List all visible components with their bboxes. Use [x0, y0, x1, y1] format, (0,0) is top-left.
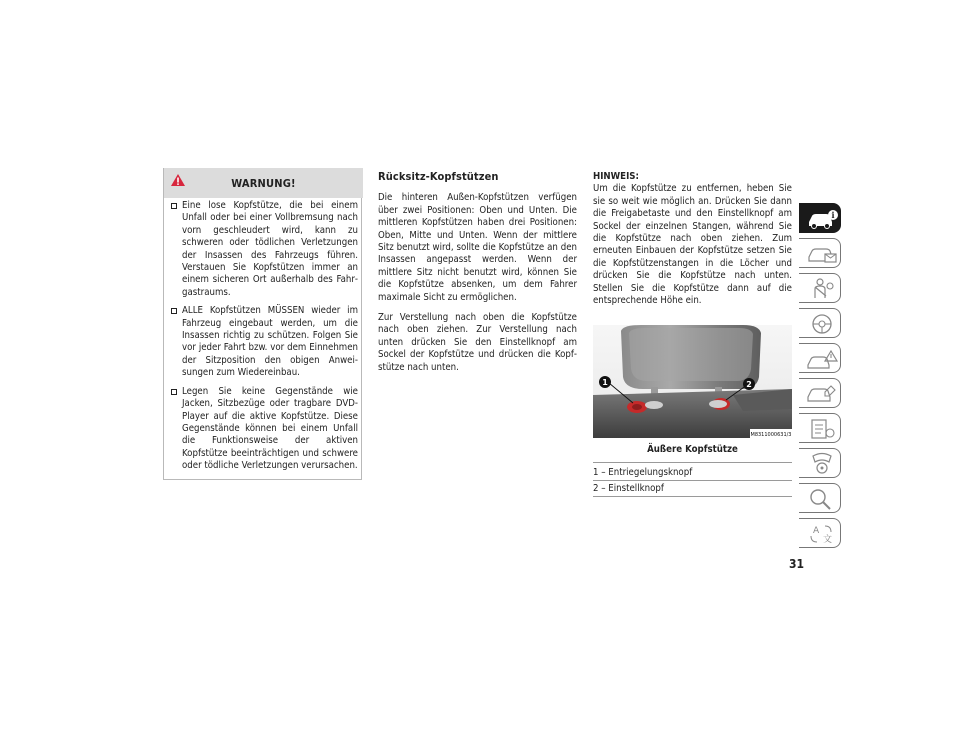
- callout-1-label: 1: [602, 378, 608, 387]
- warning-list: [170, 200, 358, 479]
- steering-wheel-icon: [805, 312, 839, 336]
- checkbox-bullet-icon: [171, 308, 177, 314]
- chapter-tab-language[interactable]: [799, 518, 841, 548]
- warning-item: [170, 305, 358, 379]
- chapter-tab-safety[interactable]: [799, 273, 841, 303]
- callout-2-label: 2: [746, 380, 752, 389]
- section-paragraph-2: Zur Verstellung nach oben die Kopfstütze nach oben ziehen. Zur Verstellung nach unten drücken Sie den Einstellknopf am Sockel der Kopfstütze und drücken die Kopfstütze nach unten.: [378, 312, 577, 373]
- image-code: M8311000631/3: [750, 432, 792, 438]
- svg-text:A: A: [813, 526, 820, 536]
- chapter-tab-car-mail[interactable]: [799, 238, 841, 268]
- chapter-tab-driving[interactable]: [799, 308, 841, 338]
- figure-legend: [593, 462, 792, 497]
- chapter-tab-car-info[interactable]: [799, 203, 841, 233]
- warning-item-text: ALLE Kopfstützen MÜSSEN wieder im Fahrzeug eingebaut werden, um die Insassen richtig zu schützen. Folgen Sie vor jeder Fahrt bzw. vor dem Einnehmen der Sitzposition den obigen Anweisungen zum Wiedereinbau.: [182, 305, 358, 379]
- figure-caption: Äußere Kopfstütze: [647, 444, 738, 455]
- chapter-tab-search[interactable]: [799, 483, 841, 513]
- legend-item-2: 2 – Einstellknopf: [593, 481, 792, 497]
- chapter-tab-specifications[interactable]: [799, 413, 841, 443]
- chapter-tab-multimedia[interactable]: [799, 448, 841, 478]
- warning-header: [164, 168, 363, 198]
- section-paragraph-1: Die hinteren Außen-Kopfstützen verfügen über zwei Positionen: Oben und Unten. Die mittleren Kopfstützen haben drei Positionen: Oben, Mitte und Unten. Wenn der mittlere Sitz benutzt wird, sollte die Kopfstütze an den Insassen angepasst werden. Wenn der mittlere Sitz nicht benutzt wird, können Sie die Kopfstütze absenken, um dem Fahrer maximale Sicht zu ermöglichen.: [378, 192, 577, 303]
- svg-text:文: 文: [823, 535, 833, 545]
- car-service-icon: [805, 382, 839, 406]
- car-mail-icon: [805, 242, 839, 266]
- page-number: 31: [789, 557, 805, 571]
- hint-label: HINWEIS:: [593, 171, 639, 182]
- warning-item-text: Legen Sie keine Gegenstände wie Jacken, Sitzbezüge oder tragbare DVD-Player auf die aktive Kopfstütze. Diese Gegenstände können bei einem Unfall die Funktionsweise der aktiven Kopfstütze beeinträchtigen und schwere oder tödliche Verletzungen verursachen.: [182, 385, 358, 472]
- warning-box: [163, 168, 362, 480]
- seat-belt-icon: [805, 277, 839, 301]
- car-info-icon: [805, 207, 839, 231]
- chapter-tab-service[interactable]: [799, 378, 841, 408]
- rear-headrest-section: [378, 171, 577, 382]
- warning-item: [170, 200, 358, 299]
- language-icon: [805, 522, 839, 546]
- chapter-tab-emergency[interactable]: [799, 343, 841, 373]
- warning-road-icon: [805, 347, 839, 371]
- warning-item: [170, 386, 358, 473]
- warning-title: WARNUNG!: [231, 177, 296, 190]
- search-icon: [805, 487, 839, 511]
- specifications-icon: [805, 417, 839, 441]
- warning-item-text: Eine lose Kopfstütze, die bei einem Unfall oder bei einer Vollbremsung nach vorn geschleudert wird, kann zu schweren oder tödlichen Verletzungen der Insassen des Fahrzeugs führen. Verstauen Sie Kopfstützen immer an einem sicheren Ort außerhalb des Fahrgastraums.: [182, 200, 358, 298]
- section-heading: Rücksitz-Kopfstützen: [378, 170, 499, 183]
- checkbox-bullet-icon: [171, 203, 177, 209]
- checkbox-bullet-icon: [171, 389, 177, 395]
- legend-item-1: 1 – Entriegelungsknopf: [593, 465, 792, 481]
- hint-text: Um die Kopfstütze zu entfernen, heben Sie sie so weit wie möglich an. Drücken Sie dann die Freigabetaste und den Einstellknopf am Sockel der einzelnen Stangen, während Sie die Kopfstütze nach oben ziehen. Zum erneuten Einbauen der Kopfstütze setzen Sie die Kopfstützenstangen in die Löcher und drücken Sie die Kopfstütze nach unten. Stellen Sie die Kopfstütze dann auf die entsprechende Höhe ein.: [593, 183, 792, 307]
- hint-block: [593, 171, 792, 307]
- headrest-illustration: [593, 325, 792, 438]
- multimedia-icon: [805, 452, 839, 476]
- svg-text:i: i: [831, 210, 835, 220]
